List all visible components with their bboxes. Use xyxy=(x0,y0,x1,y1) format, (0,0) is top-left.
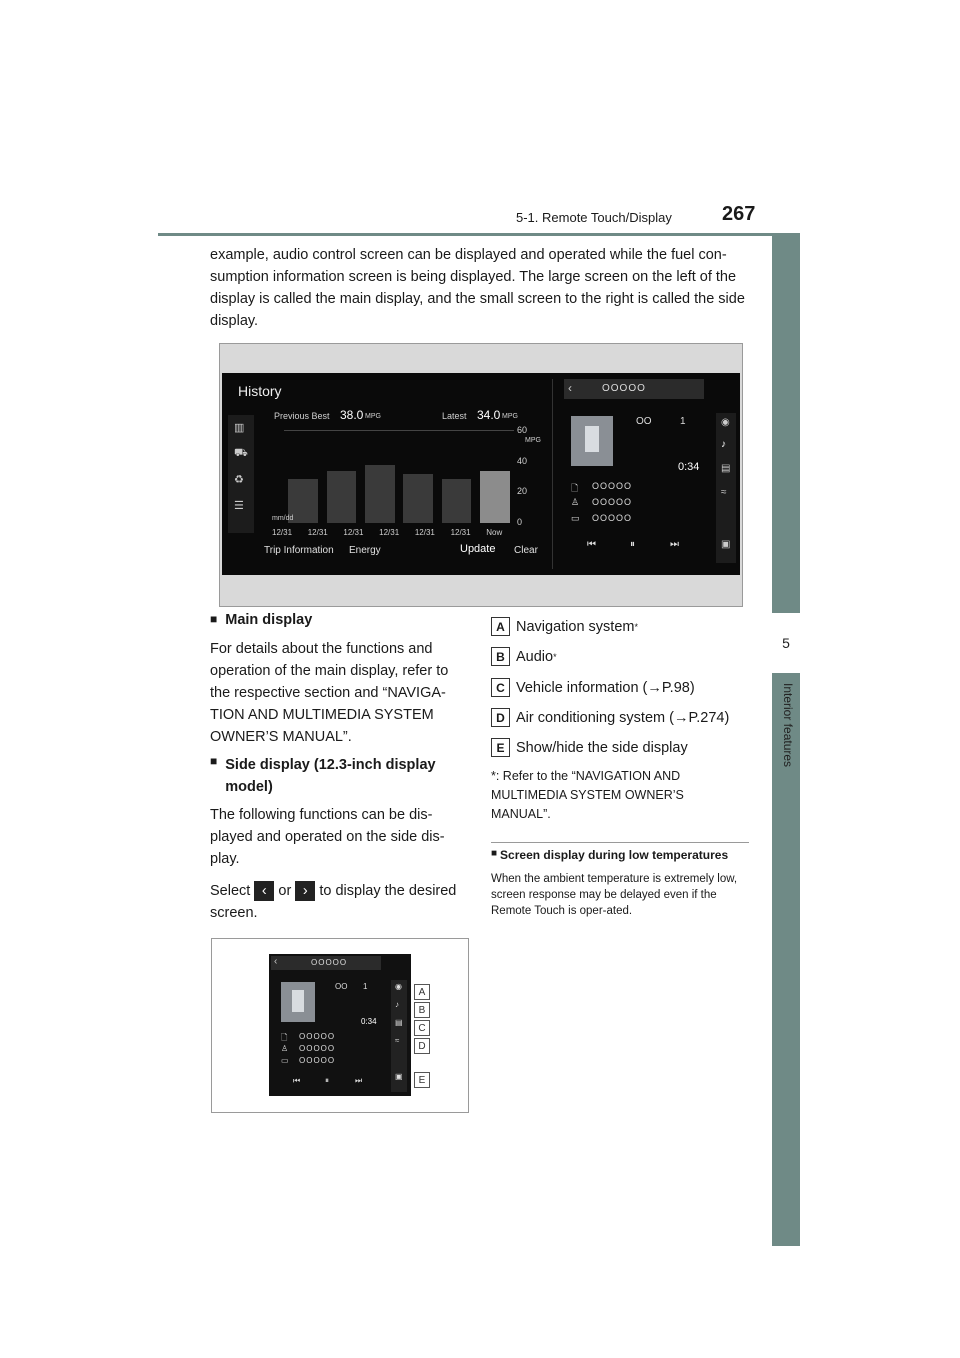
chapter-label: Interior features xyxy=(781,683,795,768)
back-chevron-icon: ‹ xyxy=(254,881,274,901)
footnote: *: Refer to the “NAVIGATION AND MULTIMEDIA SYSTEM OWNER’S MANUAL”. xyxy=(491,769,684,821)
latest-label: Latest xyxy=(442,411,467,421)
climate-icon: ≈ xyxy=(395,1036,400,1045)
main-icon-column xyxy=(228,415,254,533)
section-title: 5-1. Remote Touch/Display xyxy=(516,210,672,225)
chart-bar xyxy=(403,474,433,523)
latest-value: 34.0 xyxy=(477,408,501,422)
side-play-time: 0:34 xyxy=(678,461,700,473)
navigation-icon: ◉ xyxy=(395,982,402,991)
pause-icon: ⏸ xyxy=(325,1076,329,1085)
previous-best-label: Previous Best xyxy=(274,411,330,421)
artist-icon: ♙ xyxy=(281,1044,289,1053)
chapter-number: 5 xyxy=(772,613,800,673)
display-screenshot xyxy=(219,343,743,607)
x-tick-label: 12/31 xyxy=(450,528,471,537)
pause-icon[interactable]: ⏸ xyxy=(630,539,635,550)
side-row-2: OOOOO xyxy=(592,497,633,507)
side-icon-column xyxy=(391,980,407,1092)
side-row-1: OOOOO xyxy=(592,481,633,491)
side-row-3: OOOOO xyxy=(299,1056,336,1065)
file-icon: 🗋 xyxy=(281,1033,288,1042)
update-button[interactable]: Update xyxy=(460,543,496,555)
header-rule xyxy=(158,233,800,236)
usb-icon xyxy=(585,426,599,452)
x-tick-label: Now xyxy=(486,528,503,537)
side-track-number: 1 xyxy=(680,416,686,427)
side-title: OOOOO xyxy=(602,383,646,394)
note-body: When the ambient temperature is extremely low, screen response may be delayed even if the Remote Touch is oper-ated. xyxy=(491,873,738,917)
usb-icon xyxy=(292,990,304,1012)
y-tick-label: 40 xyxy=(517,455,528,466)
energy-button[interactable]: Energy xyxy=(349,545,381,556)
side-track: OO xyxy=(636,416,652,427)
y-tick-label: 0 xyxy=(517,517,523,527)
back-chevron-icon: ‹ xyxy=(274,956,278,967)
folder-icon: ▭ xyxy=(571,513,580,523)
list-icon[interactable]: ☰ xyxy=(234,500,244,512)
previous-track-icon[interactable]: ⏮ xyxy=(587,539,596,550)
function-item-c: C Vehicle information (→P.98) xyxy=(491,678,695,697)
x-tick-label: 12/31 xyxy=(272,528,293,537)
note-heading: ■ Screen display during low temperatures xyxy=(491,848,729,862)
next-track-icon: ⏭ xyxy=(355,1076,363,1085)
chart-icon[interactable]: ▥ xyxy=(234,422,245,434)
label-e: E xyxy=(414,1072,430,1088)
album-art xyxy=(281,982,315,1022)
label-c: C xyxy=(414,1020,430,1036)
x-tick-label: 12/31 xyxy=(307,528,328,537)
back-chevron-icon[interactable]: ‹ xyxy=(568,381,572,395)
side-display-screenshot xyxy=(211,938,469,1113)
square-bullet-icon: ■ xyxy=(491,848,498,859)
main-display-heading: ■ Main display xyxy=(210,612,313,628)
page-number: 267 xyxy=(722,203,756,225)
eco-icon[interactable]: ♻ xyxy=(234,474,244,486)
x-axis-labels xyxy=(272,528,532,540)
side-title-bar xyxy=(564,379,704,399)
previous-track-icon: ⏮ xyxy=(293,1076,301,1085)
y-axis-unit: MPG xyxy=(525,437,541,444)
side-track-number: 1 xyxy=(363,982,368,991)
side-icon-column xyxy=(716,413,736,563)
file-icon: 🗋 xyxy=(571,483,579,493)
side-row-1: OOOOO xyxy=(299,1032,336,1041)
label-d: D xyxy=(414,1038,430,1054)
function-item-b: B Audio * xyxy=(491,647,557,666)
function-item-e: E Show/hide the side display xyxy=(491,738,688,757)
side-title: OOOOO xyxy=(311,958,348,967)
main-display-screen xyxy=(222,373,740,575)
function-item-d: D Air conditioning system (→P.274) xyxy=(491,708,729,727)
vehicle-info-icon[interactable]: ▤ xyxy=(721,463,731,474)
function-item-a: A Navigation system * xyxy=(491,617,638,636)
show-hide-icon: ▣ xyxy=(395,1072,403,1081)
chart-bar xyxy=(327,471,357,523)
trip-information-button[interactable]: Trip Information xyxy=(264,545,334,556)
side-row-2: OOOOO xyxy=(299,1044,336,1053)
x-tick-label: 12/31 xyxy=(379,528,400,537)
label-b: B xyxy=(414,1002,430,1018)
album-art xyxy=(571,416,613,466)
chart-bar xyxy=(442,479,472,523)
artist-icon: ♙ xyxy=(571,497,580,507)
latest-unit: MPG xyxy=(502,413,518,420)
side-display-screen xyxy=(269,954,411,1096)
y-tick-label: 20 xyxy=(517,486,528,497)
x-tick-label: 12/31 xyxy=(414,528,435,537)
side-display-body: The following functions can be dis-played and operated on the side dis-play. xyxy=(210,807,445,867)
vehicle-info-icon: ▤ xyxy=(395,1018,403,1027)
date-format-label: mm/dd xyxy=(272,515,294,522)
chart-bar xyxy=(480,471,510,523)
square-bullet-icon: ■ xyxy=(210,754,218,768)
main-display-body: For details about the functions and operation of the main display, refer to the respective section and “NAVIGA-TION AND MULTIMEDIA SYSTEM OWNER’S MANUAL”. xyxy=(210,641,449,745)
display-divider xyxy=(552,379,553,569)
side-track: OO xyxy=(335,982,348,991)
show-hide-icon[interactable]: ▣ xyxy=(721,539,731,550)
next-track-icon[interactable]: ⏭ xyxy=(670,539,679,550)
car-icon[interactable]: ⛟ xyxy=(234,447,248,459)
mpg-chart xyxy=(284,430,514,523)
navigation-icon[interactable]: ◉ xyxy=(721,417,730,428)
audio-icon[interactable]: ♪ xyxy=(721,439,726,450)
previous-best-unit: MPG xyxy=(365,413,381,420)
clear-button[interactable]: Clear xyxy=(514,545,538,556)
side-display-heading: ■ Side display (12.3-inch display model) xyxy=(210,754,465,798)
chart-bar xyxy=(365,465,395,523)
previous-best-value: 38.0 xyxy=(340,408,364,422)
intro-paragraph: example, audio control screen can be displayed and operated while the fuel con-sumption information screen is being displayed. The large screen on the left of the display is called the main display, and the small screen to the right is called the side display. xyxy=(210,247,745,329)
audio-icon: ♪ xyxy=(395,1000,399,1009)
folder-icon: ▭ xyxy=(281,1056,289,1065)
history-title: History xyxy=(238,383,282,399)
square-bullet-icon: ■ xyxy=(210,612,218,626)
y-tick-label: 60 xyxy=(517,425,528,435)
side-play-time: 0:34 xyxy=(361,1017,377,1026)
x-tick-label: 12/31 xyxy=(343,528,364,537)
select-instruction: Select ‹ or › to display the desired screen. xyxy=(210,883,457,921)
side-title-bar xyxy=(271,956,381,970)
side-row-3: OOOOO xyxy=(592,513,633,523)
forward-chevron-icon: › xyxy=(295,881,315,901)
note-rule xyxy=(491,842,749,843)
climate-icon[interactable]: ≈ xyxy=(721,487,727,498)
label-a: A xyxy=(414,984,430,1000)
